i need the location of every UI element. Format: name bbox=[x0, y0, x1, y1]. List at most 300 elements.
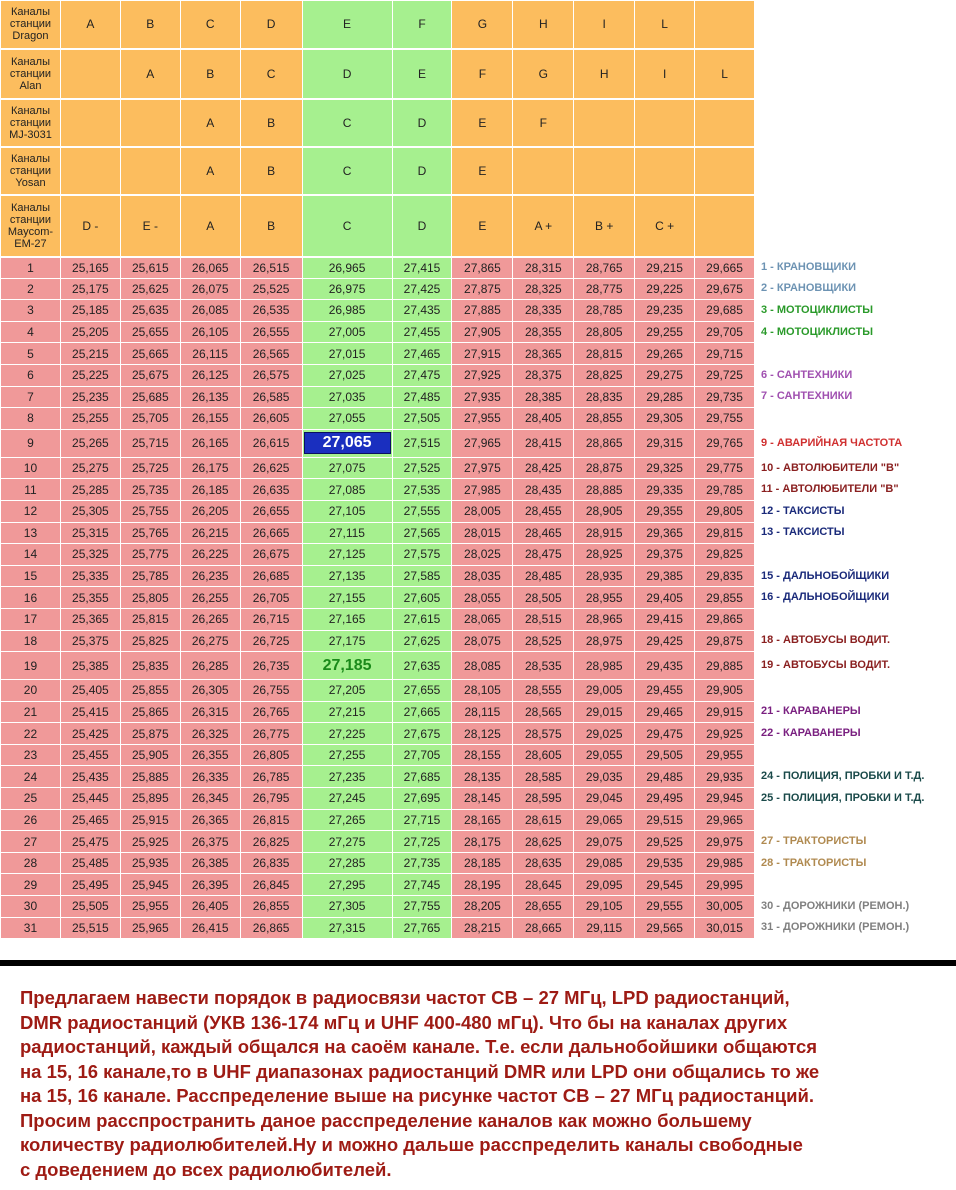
frequency-cell: 29,355 bbox=[635, 500, 695, 522]
frequency-cell: 27,005 bbox=[302, 321, 392, 343]
channel-row bbox=[1, 652, 956, 680]
frequency-cell: 27,935 bbox=[452, 386, 513, 408]
frequency-cell: 29,835 bbox=[695, 565, 755, 587]
frequency-cell: 27,215 bbox=[302, 701, 392, 723]
frequency-cell: 26,675 bbox=[240, 544, 302, 566]
frequency-cell: 28,605 bbox=[513, 744, 574, 766]
channel-assignment-note: 10 - АВТОЛЮБИТЕЛИ "В" bbox=[754, 457, 955, 479]
frequency-cell: 28,565 bbox=[513, 701, 574, 723]
frequency-cell: 28,385 bbox=[513, 386, 574, 408]
channel-row bbox=[1, 544, 956, 566]
frequency-cell: 26,225 bbox=[180, 544, 240, 566]
channel-number: 26 bbox=[1, 809, 61, 831]
frequency-cell: 25,705 bbox=[120, 408, 180, 430]
frequency-cell: 25,725 bbox=[120, 457, 180, 479]
channel-letter-cell bbox=[635, 147, 695, 195]
frequency-cell: 25,925 bbox=[120, 831, 180, 853]
frequency-cell: 29,275 bbox=[635, 364, 695, 386]
frequency-cell: 28,535 bbox=[513, 652, 574, 680]
channel-letter-cell: H bbox=[513, 1, 574, 49]
frequency-cell: 26,215 bbox=[180, 522, 240, 544]
frequency-cell: 25,375 bbox=[60, 630, 120, 652]
frequency-cell: 26,865 bbox=[240, 917, 302, 939]
frequency-cell: 28,965 bbox=[574, 608, 635, 630]
channel-assignment-note: 13 - ТАКСИСТЫ bbox=[754, 522, 955, 544]
frequency-cell: 28,765 bbox=[574, 257, 635, 279]
note-spacer bbox=[754, 147, 955, 195]
channel-number: 17 bbox=[1, 608, 61, 630]
frequency-cell: 26,665 bbox=[240, 522, 302, 544]
frequency-cell: 25,735 bbox=[120, 479, 180, 501]
frequency-cell: 29,875 bbox=[695, 630, 755, 652]
frequency-cell: 27,105 bbox=[302, 500, 392, 522]
frequency-cell: 28,335 bbox=[513, 300, 574, 322]
frequency-cell: 27,025 bbox=[302, 364, 392, 386]
channel-row bbox=[1, 896, 956, 918]
frequency-cell: 29,285 bbox=[635, 386, 695, 408]
frequency-cell: 28,785 bbox=[574, 300, 635, 322]
frequency-cell: 25,505 bbox=[60, 896, 120, 918]
frequency-cell: 29,255 bbox=[635, 321, 695, 343]
frequency-cell: 25,525 bbox=[240, 278, 302, 300]
channel-row bbox=[1, 429, 956, 457]
frequency-cell: 27,275 bbox=[302, 831, 392, 853]
highlighted-frequency: 27,185 bbox=[322, 656, 372, 674]
channel-number: 19 bbox=[1, 652, 61, 680]
frequency-cell: 26,075 bbox=[180, 278, 240, 300]
frequency-cell: 29,955 bbox=[695, 744, 755, 766]
frequency-cell: 28,955 bbox=[574, 587, 635, 609]
channel-row bbox=[1, 364, 956, 386]
frequency-cell: 25,435 bbox=[60, 766, 120, 788]
note-spacer bbox=[754, 1, 955, 49]
channel-number: 12 bbox=[1, 500, 61, 522]
frequency-cell: 25,815 bbox=[120, 608, 180, 630]
frequency-cell: 28,135 bbox=[452, 766, 513, 788]
frequency-cell: 29,985 bbox=[695, 852, 755, 874]
frequency-cell: 27,125 bbox=[302, 544, 392, 566]
frequency-cell: 27,205 bbox=[302, 680, 392, 702]
frequency-cell: 27,755 bbox=[392, 896, 452, 918]
frequency-cell: 26,375 bbox=[180, 831, 240, 853]
frequency-cell: 28,835 bbox=[574, 386, 635, 408]
frequency-cell: 26,285 bbox=[180, 652, 240, 680]
frequency-cell: 27,985 bbox=[452, 479, 513, 501]
frequency-cell: 27,435 bbox=[392, 300, 452, 322]
frequency-cell: 25,515 bbox=[60, 917, 120, 939]
channel-letter-cell: F bbox=[513, 99, 574, 147]
frequency-cell: 27,635 bbox=[392, 652, 452, 680]
channel-letter-cell: B + bbox=[574, 195, 635, 257]
frequency-cell: 27,655 bbox=[392, 680, 452, 702]
frequency-cell: 27,605 bbox=[392, 587, 452, 609]
channel-letter-cell: D bbox=[392, 195, 452, 257]
frequency-cell: 29,525 bbox=[635, 831, 695, 853]
channel-letter-cell: G bbox=[452, 1, 513, 49]
channel-row bbox=[1, 500, 956, 522]
channel-number: 16 bbox=[1, 587, 61, 609]
frequency-cell: 26,385 bbox=[180, 852, 240, 874]
frequency-cell: 29,495 bbox=[635, 788, 695, 810]
channel-letter-cell: A bbox=[60, 1, 120, 49]
frequency-cell: 26,685 bbox=[240, 565, 302, 587]
frequency-cell: 26,715 bbox=[240, 608, 302, 630]
frequency-cell: 28,145 bbox=[452, 788, 513, 810]
frequency-cell: 28,805 bbox=[574, 321, 635, 343]
channel-assignment-note: 4 - МОТОЦИКЛИСТЫ bbox=[754, 321, 955, 343]
frequency-cell: 27,155 bbox=[302, 587, 392, 609]
frequency-cell: 29,315 bbox=[635, 429, 695, 457]
channel-letter-cell: C bbox=[180, 1, 240, 49]
frequency-cell: 28,185 bbox=[452, 852, 513, 874]
frequency-cell: 26,815 bbox=[240, 809, 302, 831]
channel-letter-cell: L bbox=[695, 49, 755, 99]
channel-number: 23 bbox=[1, 744, 61, 766]
frequency-cell: 28,215 bbox=[452, 917, 513, 939]
frequency-cell: 28,365 bbox=[513, 343, 574, 365]
frequency-cell: 29,435 bbox=[635, 652, 695, 680]
frequency-cell: 28,985 bbox=[574, 652, 635, 680]
channel-assignment-note: 25 - ПОЛИЦИЯ, ПРОБКИ И Т.Д. bbox=[754, 788, 955, 810]
note-empty bbox=[754, 874, 955, 896]
frequency-cell: 29,775 bbox=[695, 457, 755, 479]
frequency-cell: 29,045 bbox=[574, 788, 635, 810]
frequency-cell: 28,975 bbox=[574, 630, 635, 652]
channel-assignment-note: 7 - САНТЕХНИКИ bbox=[754, 386, 955, 408]
frequency-cell: 28,855 bbox=[574, 408, 635, 430]
channel-letter-cell: C bbox=[302, 147, 392, 195]
highlighted-frequency-cell bbox=[302, 652, 392, 680]
channel-letter-cell: I bbox=[635, 49, 695, 99]
frequency-cell: 29,925 bbox=[695, 723, 755, 745]
frequency-cell: 28,775 bbox=[574, 278, 635, 300]
frequency-cell: 26,975 bbox=[302, 278, 392, 300]
channel-letter-cell: H bbox=[574, 49, 635, 99]
frequency-cell: 29,755 bbox=[695, 408, 755, 430]
channel-letter-cell: B bbox=[240, 147, 302, 195]
frequency-cell: 28,875 bbox=[574, 457, 635, 479]
frequency-cell: 27,305 bbox=[302, 896, 392, 918]
channel-letter-cell: C bbox=[302, 99, 392, 147]
frequency-cell: 28,905 bbox=[574, 500, 635, 522]
channel-letter-cell bbox=[695, 195, 755, 257]
frequency-cell: 29,685 bbox=[695, 300, 755, 322]
frequency-cell: 26,115 bbox=[180, 343, 240, 365]
frequency-cell: 29,365 bbox=[635, 522, 695, 544]
frequency-cell: 29,405 bbox=[635, 587, 695, 609]
channel-row bbox=[1, 788, 956, 810]
frequency-cell: 26,985 bbox=[302, 300, 392, 322]
frequency-cell: 29,975 bbox=[695, 831, 755, 853]
channel-letter-cell: E bbox=[392, 49, 452, 99]
frequency-cell: 25,305 bbox=[60, 500, 120, 522]
frequency-cell: 28,475 bbox=[513, 544, 574, 566]
frequency-cell: 26,705 bbox=[240, 587, 302, 609]
frequency-cell: 25,255 bbox=[60, 408, 120, 430]
frequency-cell: 26,185 bbox=[180, 479, 240, 501]
frequency-cell: 28,315 bbox=[513, 257, 574, 279]
channel-letter-cell: B bbox=[240, 195, 302, 257]
frequency-cell: 29,825 bbox=[695, 544, 755, 566]
frequency-cell: 28,435 bbox=[513, 479, 574, 501]
channel-assignment-note: 9 - АВАРИЙНАЯ ЧАСТОТА bbox=[754, 429, 955, 457]
frequency-cell: 25,225 bbox=[60, 364, 120, 386]
frequency-cell: 25,185 bbox=[60, 300, 120, 322]
frequency-cell: 29,465 bbox=[635, 701, 695, 723]
channel-letter-cell bbox=[60, 147, 120, 195]
frequency-cell: 27,705 bbox=[392, 744, 452, 766]
frequency-cell: 27,555 bbox=[392, 500, 452, 522]
frequency-cell: 27,165 bbox=[302, 608, 392, 630]
channel-assignment-note: 15 - ДАЛЬНОБОЙЩИКИ bbox=[754, 565, 955, 587]
frequency-cell: 29,065 bbox=[574, 809, 635, 831]
channel-letter-cell: D bbox=[302, 49, 392, 99]
frequency-cell: 27,905 bbox=[452, 321, 513, 343]
channel-assignment-note: 12 - ТАКСИСТЫ bbox=[754, 500, 955, 522]
note-empty bbox=[754, 809, 955, 831]
frequency-cell: 25,315 bbox=[60, 522, 120, 544]
frequency-cell: 26,795 bbox=[240, 788, 302, 810]
frequency-cell: 27,115 bbox=[302, 522, 392, 544]
channel-number: 30 bbox=[1, 896, 61, 918]
channel-row bbox=[1, 874, 956, 896]
frequency-cell: 27,875 bbox=[452, 278, 513, 300]
channel-letter-cell: A bbox=[180, 195, 240, 257]
station-label: Каналы станции Yosan bbox=[1, 147, 61, 195]
channel-letter-cell bbox=[635, 99, 695, 147]
frequency-cell: 28,055 bbox=[452, 587, 513, 609]
frequency-cell: 27,955 bbox=[452, 408, 513, 430]
frequency-cell: 25,775 bbox=[120, 544, 180, 566]
frequency-cell: 25,425 bbox=[60, 723, 120, 745]
frequency-cell: 29,515 bbox=[635, 809, 695, 831]
frequency-cell: 27,745 bbox=[392, 874, 452, 896]
frequency-cell: 25,265 bbox=[60, 429, 120, 457]
channel-row bbox=[1, 917, 956, 939]
frequency-cell: 25,765 bbox=[120, 522, 180, 544]
frequency-cell: 25,905 bbox=[120, 744, 180, 766]
channel-letter-cell bbox=[60, 49, 120, 99]
frequency-cell: 25,875 bbox=[120, 723, 180, 745]
channel-letter-cell: D bbox=[240, 1, 302, 49]
frequency-cell: 28,925 bbox=[574, 544, 635, 566]
frequency-cell: 28,325 bbox=[513, 278, 574, 300]
frequency-cell: 25,825 bbox=[120, 630, 180, 652]
channel-letter-cell: E - bbox=[120, 195, 180, 257]
frequency-cell: 26,255 bbox=[180, 587, 240, 609]
channel-letter-cell: I bbox=[574, 1, 635, 49]
frequency-cell: 26,765 bbox=[240, 701, 302, 723]
frequency-cell: 29,225 bbox=[635, 278, 695, 300]
frequency-cell: 29,055 bbox=[574, 744, 635, 766]
frequency-cell: 26,175 bbox=[180, 457, 240, 479]
frequency-cell: 26,605 bbox=[240, 408, 302, 430]
frequency-cell: 28,375 bbox=[513, 364, 574, 386]
frequency-cell: 27,615 bbox=[392, 608, 452, 630]
frequency-cell: 27,035 bbox=[302, 386, 392, 408]
station-label: Каналы станции MJ-3031 bbox=[1, 99, 61, 147]
frequency-cell: 26,135 bbox=[180, 386, 240, 408]
frequency-cell: 28,195 bbox=[452, 874, 513, 896]
frequency-cell: 29,565 bbox=[635, 917, 695, 939]
frequency-cell: 26,625 bbox=[240, 457, 302, 479]
channel-letter-cell: E bbox=[452, 195, 513, 257]
frequency-cell: 29,535 bbox=[635, 852, 695, 874]
channel-number: 29 bbox=[1, 874, 61, 896]
channel-row bbox=[1, 565, 956, 587]
frequency-cell: 29,085 bbox=[574, 852, 635, 874]
channel-row bbox=[1, 386, 956, 408]
header-row bbox=[1, 147, 956, 195]
frequency-cell: 26,355 bbox=[180, 744, 240, 766]
frequency-cell: 26,305 bbox=[180, 680, 240, 702]
frequency-cell: 29,215 bbox=[635, 257, 695, 279]
note-empty bbox=[754, 343, 955, 365]
frequency-cell: 29,855 bbox=[695, 587, 755, 609]
frequency-cell: 27,075 bbox=[302, 457, 392, 479]
frequency-cell: 29,025 bbox=[574, 723, 635, 745]
frequency-cell: 26,775 bbox=[240, 723, 302, 745]
frequency-cell: 28,825 bbox=[574, 364, 635, 386]
channel-number: 10 bbox=[1, 457, 61, 479]
frequency-cell: 27,695 bbox=[392, 788, 452, 810]
channel-number: 27 bbox=[1, 831, 61, 853]
frequency-cell: 26,725 bbox=[240, 630, 302, 652]
frequency-cell: 26,275 bbox=[180, 630, 240, 652]
channel-letter-cell: D bbox=[392, 99, 452, 147]
frequency-cell: 29,425 bbox=[635, 630, 695, 652]
frequency-cell: 25,465 bbox=[60, 809, 120, 831]
channel-row bbox=[1, 608, 956, 630]
frequency-cell: 29,475 bbox=[635, 723, 695, 745]
frequency-cell: 26,825 bbox=[240, 831, 302, 853]
channel-letter-cell bbox=[695, 1, 755, 49]
channel-row bbox=[1, 457, 956, 479]
frequency-cell: 28,355 bbox=[513, 321, 574, 343]
channel-number: 15 bbox=[1, 565, 61, 587]
frequency-cell: 27,425 bbox=[392, 278, 452, 300]
channel-letter-cell: B bbox=[180, 49, 240, 99]
frequency-cell: 25,665 bbox=[120, 343, 180, 365]
frequency-cell: 29,905 bbox=[695, 680, 755, 702]
channel-letter-cell: B bbox=[240, 99, 302, 147]
note-spacer bbox=[754, 49, 955, 99]
frequency-cell: 29,885 bbox=[695, 652, 755, 680]
frequency-cell: 28,165 bbox=[452, 809, 513, 831]
frequency-cell: 29,805 bbox=[695, 500, 755, 522]
frequency-cell: 28,865 bbox=[574, 429, 635, 457]
frequency-cell: 25,945 bbox=[120, 874, 180, 896]
frequency-cell: 25,805 bbox=[120, 587, 180, 609]
frequency-cell: 25,685 bbox=[120, 386, 180, 408]
frequency-cell: 27,565 bbox=[392, 522, 452, 544]
frequency-cell: 27,665 bbox=[392, 701, 452, 723]
frequency-cell: 25,175 bbox=[60, 278, 120, 300]
frequency-cell: 26,405 bbox=[180, 896, 240, 918]
frequency-cell: 28,155 bbox=[452, 744, 513, 766]
channel-row bbox=[1, 852, 956, 874]
frequency-cell: 27,885 bbox=[452, 300, 513, 322]
channel-letter-cell: F bbox=[452, 49, 513, 99]
frequency-cell: 26,315 bbox=[180, 701, 240, 723]
note-empty bbox=[754, 744, 955, 766]
frequency-cell: 28,425 bbox=[513, 457, 574, 479]
frequency-cell: 25,955 bbox=[120, 896, 180, 918]
frequency-cell: 29,665 bbox=[695, 257, 755, 279]
frequency-cell: 29,815 bbox=[695, 522, 755, 544]
frequency-cell: 28,615 bbox=[513, 809, 574, 831]
channel-letter-cell bbox=[513, 147, 574, 195]
channel-row bbox=[1, 257, 956, 279]
frequency-cell: 27,915 bbox=[452, 343, 513, 365]
frequency-cell: 25,495 bbox=[60, 874, 120, 896]
channel-row bbox=[1, 831, 956, 853]
note-empty bbox=[754, 608, 955, 630]
frequency-cell: 28,125 bbox=[452, 723, 513, 745]
frequency-cell: 28,465 bbox=[513, 522, 574, 544]
frequency-cell: 29,785 bbox=[695, 479, 755, 501]
frequency-cell: 29,945 bbox=[695, 788, 755, 810]
frequency-cell: 25,655 bbox=[120, 321, 180, 343]
frequency-cell: 27,285 bbox=[302, 852, 392, 874]
frequency-cell: 25,235 bbox=[60, 386, 120, 408]
channel-row bbox=[1, 587, 956, 609]
frequency-cell: 27,505 bbox=[392, 408, 452, 430]
frequency-cell: 28,015 bbox=[452, 522, 513, 544]
frequency-cell: 26,345 bbox=[180, 788, 240, 810]
frequency-cell: 26,785 bbox=[240, 766, 302, 788]
channel-letter-cell: C bbox=[240, 49, 302, 99]
frequency-cell: 25,475 bbox=[60, 831, 120, 853]
emergency-frequency: 27,065 bbox=[304, 432, 391, 454]
frequency-cell: 26,855 bbox=[240, 896, 302, 918]
frequency-cell: 25,165 bbox=[60, 257, 120, 279]
header-row bbox=[1, 49, 956, 99]
channel-assignment-note: 11 - АВТОЛЮБИТЕЛИ "В" bbox=[754, 479, 955, 501]
frequency-cell: 27,675 bbox=[392, 723, 452, 745]
frequency-cell: 29,305 bbox=[635, 408, 695, 430]
channel-number: 24 bbox=[1, 766, 61, 788]
frequency-cell: 28,915 bbox=[574, 522, 635, 544]
frequency-cell: 25,275 bbox=[60, 457, 120, 479]
channel-assignment-note: 31 - ДОРОЖНИКИ (РЕМОН.) bbox=[754, 917, 955, 939]
frequency-cell: 27,015 bbox=[302, 343, 392, 365]
channel-row bbox=[1, 343, 956, 365]
frequency-cell: 28,635 bbox=[513, 852, 574, 874]
frequency-cell: 29,385 bbox=[635, 565, 695, 587]
frequency-cell: 29,965 bbox=[695, 809, 755, 831]
frequency-cell: 28,525 bbox=[513, 630, 574, 652]
frequency-cell: 25,355 bbox=[60, 587, 120, 609]
frequency-cell: 27,625 bbox=[392, 630, 452, 652]
frequency-cell: 29,555 bbox=[635, 896, 695, 918]
frequency-cell: 26,065 bbox=[180, 257, 240, 279]
frequency-cell: 25,365 bbox=[60, 608, 120, 630]
frequency-cell: 27,465 bbox=[392, 343, 452, 365]
channel-number: 31 bbox=[1, 917, 61, 939]
frequency-cell: 26,565 bbox=[240, 343, 302, 365]
frequency-cell: 26,735 bbox=[240, 652, 302, 680]
frequency-cell: 28,405 bbox=[513, 408, 574, 430]
frequency-cell: 28,505 bbox=[513, 587, 574, 609]
frequency-cell: 28,175 bbox=[452, 831, 513, 853]
frequency-cell: 26,365 bbox=[180, 809, 240, 831]
frequency-cell: 27,535 bbox=[392, 479, 452, 501]
frequency-cell: 25,445 bbox=[60, 788, 120, 810]
frequency-cell: 28,935 bbox=[574, 565, 635, 587]
channel-letter-cell bbox=[574, 99, 635, 147]
channel-letter-cell bbox=[60, 99, 120, 147]
